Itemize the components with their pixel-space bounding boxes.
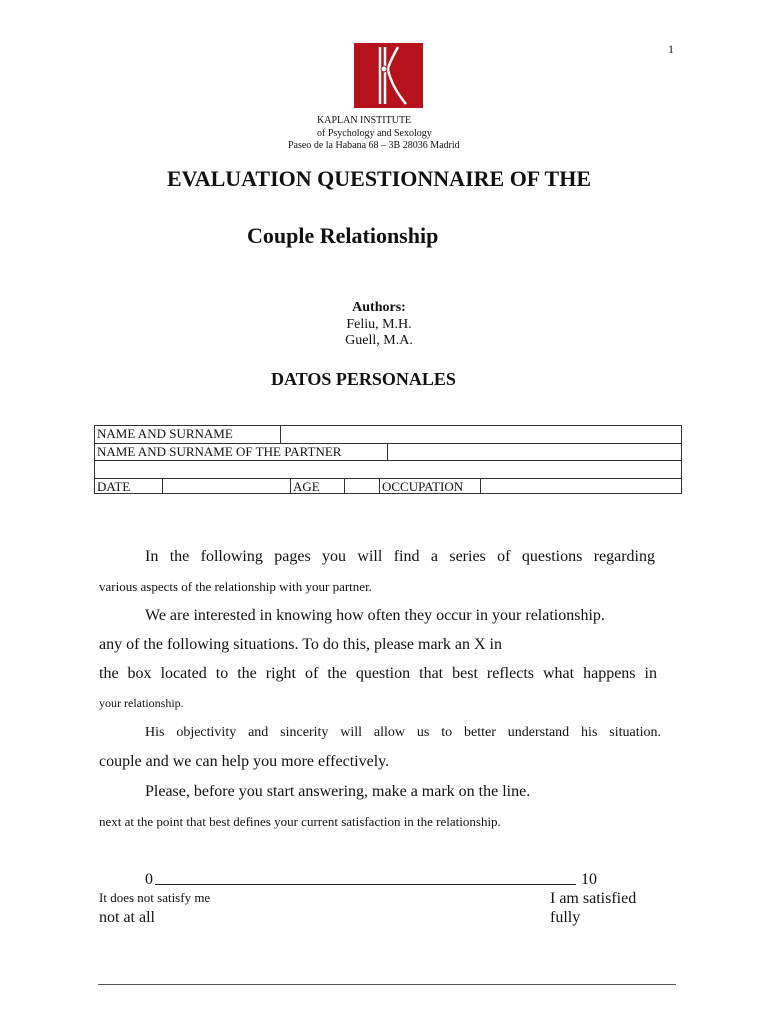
scale-min-label: not at all — [99, 909, 155, 926]
instructions-line: any of the following situations. To do this, please mark an X in — [99, 636, 502, 653]
age-field[interactable] — [345, 479, 379, 494]
instructions-line: various aspects of the relationship with your partner. — [99, 579, 372, 594]
instructions-line: In the following pages you will find a series of questions regarding — [145, 548, 655, 565]
institute-department: of Psychology and Sexology — [317, 128, 432, 139]
document-title: EVALUATION QUESTIONNAIRE OF THE — [166, 166, 591, 191]
date-field[interactable] — [163, 479, 290, 494]
scale-min-label: It does not satisfy me — [99, 890, 211, 905]
scale-max-label: I am satisfied — [550, 890, 637, 907]
partner-name-field[interactable] — [388, 444, 681, 460]
logo-glyph — [354, 43, 423, 108]
authors-label: Authors: — [352, 300, 406, 315]
partner-name-label: NAME AND SURNAME OF THE PARTNER — [97, 444, 342, 459]
satisfaction-scale-line[interactable] — [155, 884, 576, 885]
footer-divider — [98, 984, 676, 985]
name-field[interactable] — [281, 426, 681, 443]
institute-name: KAPLAN INSTITUTE — [317, 115, 412, 126]
form-row-blank — [95, 461, 681, 479]
scale-min-value: 0 — [145, 871, 153, 888]
instructions-line: the box located to the right of the question that best reflects what happens in — [99, 665, 657, 682]
author-name: Feliu, M.H. — [346, 317, 412, 332]
scale-max-label: fully — [550, 909, 581, 926]
page-number: 1 — [668, 42, 674, 56]
name-label: NAME AND SURNAME — [97, 426, 233, 441]
date-label: DATE — [97, 479, 131, 494]
occupation-field[interactable] — [481, 479, 681, 494]
kaplan-k-logo-icon — [354, 43, 423, 108]
section-title: DATOS PERSONALES — [271, 369, 456, 389]
age-label: AGE — [293, 479, 320, 494]
instructions-line: We are interested in knowing how often they occur in your relationship. — [145, 607, 605, 624]
form-row-name — [95, 426, 681, 444]
form-row-details — [95, 479, 681, 494]
document-subtitle: Couple Relationship — [247, 223, 439, 248]
instructions-line: Please, before you start answering, make a mark on the line. — [145, 783, 531, 800]
personal-data-form — [94, 425, 682, 494]
instructions-line: next at the point that best defines your current satisfaction in the relationship. — [99, 814, 501, 829]
blank-field[interactable] — [95, 461, 681, 478]
instructions-line: your relationship. — [99, 696, 184, 710]
scale-max-value: 10 — [581, 871, 597, 888]
form-row-partner — [95, 444, 681, 461]
author-name: Guell, M.A. — [345, 333, 413, 348]
instructions-line: His objectivity and sincerity will allow us to better understand his situation. — [145, 725, 661, 740]
instructions-line: couple and we can help you more effectively. — [99, 753, 390, 770]
institute-address: Paseo de la Habana 68 – 3B 28036 Madrid — [288, 140, 460, 151]
occupation-label: OCCUPATION — [382, 479, 464, 494]
